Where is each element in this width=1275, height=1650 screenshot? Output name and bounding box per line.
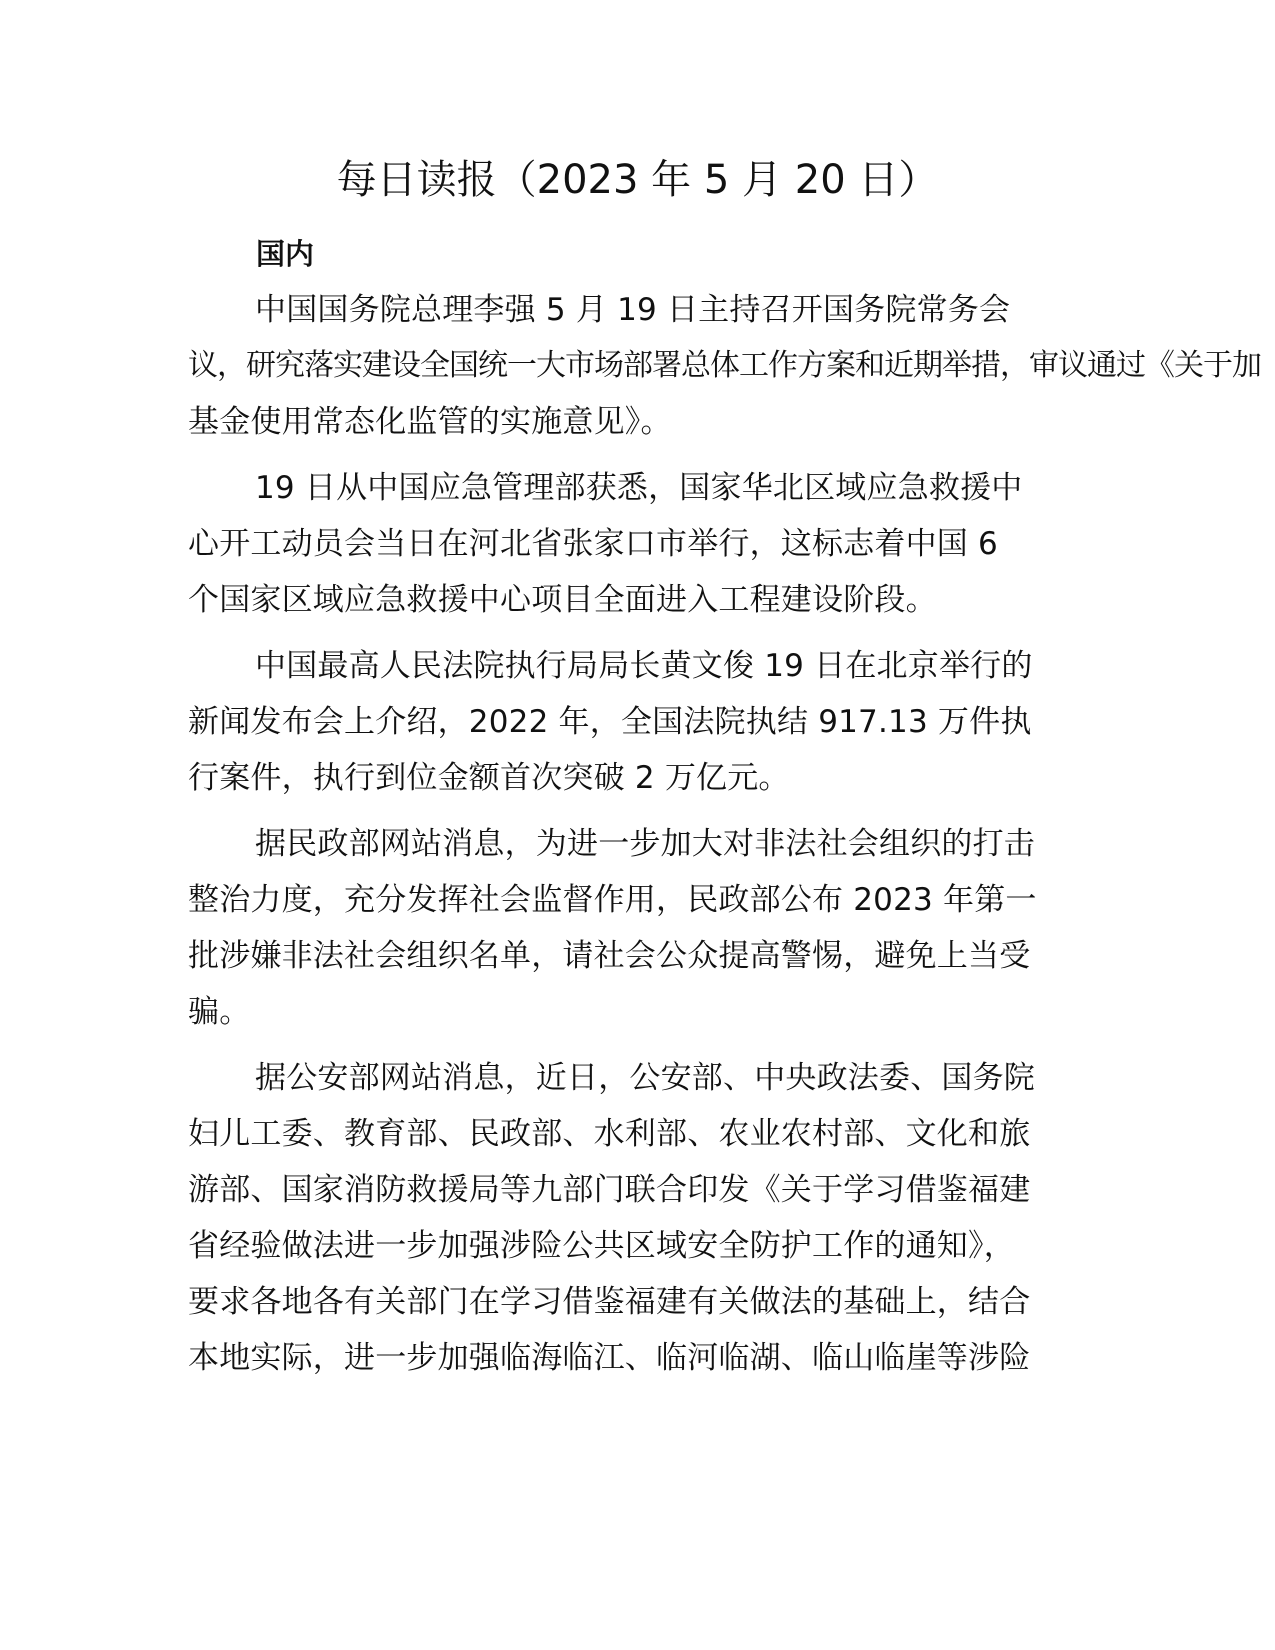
paragraph-line: 新闻发布会上介绍，2022 年，全国法院执结 917.13 万件执 <box>188 704 1032 740</box>
paragraph-line: 整治力度，充分发挥社会监督作用，民政部公布 2023 年第一 <box>188 882 1037 918</box>
paragraph-line: 行案件，执行到位金额首次突破 2 万亿元。 <box>188 760 790 796</box>
paragraph-line: 中国国务院总理李强 5 月 19 日主持召开国务院常务会 <box>255 292 1011 328</box>
paragraph-line: 省经验做法进一步加强涉险公共区域安全防护工作的通知》， <box>188 1228 1015 1264</box>
paragraph-line: 批涉嫌非法社会组织名单，请社会公众提高警惕，避免上当受 <box>188 938 1031 974</box>
paragraph-line: 中国最高人民法院执行局局长黄文俊 19 日在北京举行的 <box>255 648 1033 684</box>
section-heading: 国内 <box>256 237 315 271</box>
paragraph-line: 议，研究落实建设全国统一大市场部署总体工作方案和近期举措，审议通过《关于加 <box>188 348 1261 383</box>
paragraph-line: 妇儿工委、教育部、民政部、水利部、农业农村部、文化和旅 <box>188 1116 1031 1152</box>
paragraph-line: 个国家区域应急救援中心项目全面进入工程建设阶段。 <box>188 582 937 618</box>
paragraph-line: 据公安部网站消息，近日，公安部、中央政法委、国务院 <box>255 1060 1035 1096</box>
paragraph-line: 骗。 <box>188 994 251 1030</box>
paragraph-line: 心开工动员会当日在河北省张家口市举行，这标志着中国 6 <box>188 526 998 562</box>
paragraph-line: 基金使用常态化监管的实施意见》。 <box>188 404 672 440</box>
paragraph-line: 据民政部网站消息，为进一步加大对非法社会组织的打击 <box>255 826 1035 862</box>
paragraph-line: 本地实际，进一步加强临海临江、临河临湖、临山临崖等涉险 <box>188 1340 1031 1376</box>
paragraph-line: 19 日从中国应急管理部获悉，国家华北区域应急救援中 <box>255 470 1023 506</box>
page-title: 每日读报（2023 年 5 月 20 日） <box>336 157 939 203</box>
paragraph-line: 要求各地各有关部门在学习借鉴福建有关做法的基础上，结合 <box>188 1284 1031 1320</box>
paragraph-line: 游部、国家消防救援局等九部门联合印发《关于学习借鉴福建 <box>188 1172 1031 1208</box>
